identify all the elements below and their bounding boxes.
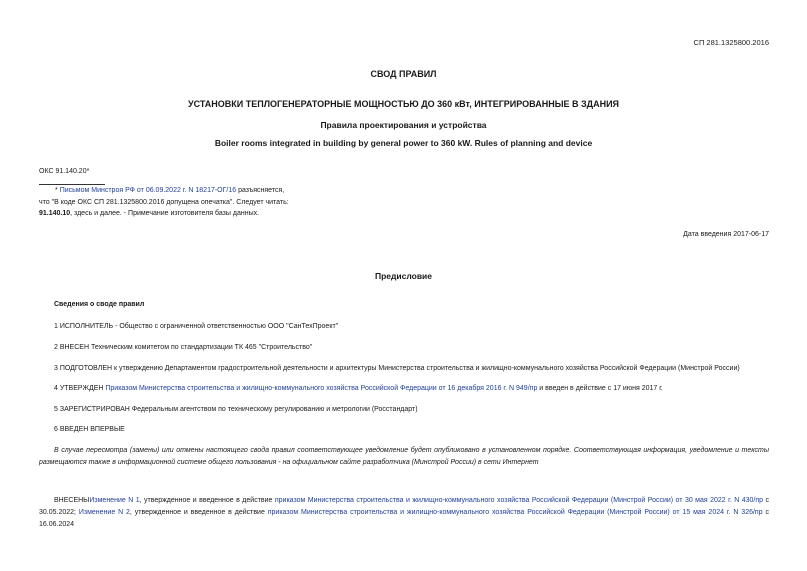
change-1-mid: , утвержденное и введенное в действие: [139, 497, 275, 504]
info-item-2: 2 ВНЕСЕН Техническим комитетом по стандартизации ТК 465 "Строительство": [54, 344, 313, 351]
document-main-title: УСТАНОВКИ ТЕПЛОГЕНЕРАТОРНЫЕ МОЩНОСТЬЮ ДО 360 кВт, ИНТЕГРИРОВАННЫЕ В ЗДАНИЯ: [187, 99, 620, 109]
footnote-line-3-rest: , здесь и далее. - Примечание изготовителя базы данных.: [70, 210, 260, 217]
revision-notice: В случае пересмотра (замены) или отмены настоящего свода правил соответствующее уведомление будет опубликовано в установленном порядке. Соответствующая информация, уведомление и тексты размещаются также в информационной системе общего пользования - на официальном сайте разработчика (Минстрой России) в сети Интернет: [39, 447, 769, 466]
footnote-line-1-rest: разъясняется,: [236, 187, 285, 194]
footnote-line-3: [39, 210, 259, 217]
footnote-correct-code: 91.140.10: [39, 210, 71, 217]
footnote-line-1: [39, 187, 284, 194]
change-1-link[interactable]: Изменение N 1: [89, 497, 140, 504]
info-item-4-suffix: и введен в действие с 17 июня 2017 г.: [537, 385, 663, 392]
document-kind-title: СВОД ПРАВИЛ: [370, 69, 437, 79]
info-item-4-prefix: 4 УТВЕРЖДЕН: [54, 385, 106, 392]
change-2-link[interactable]: Изменение N 2: [78, 509, 130, 516]
info-item-4: [54, 385, 663, 392]
document-english-title: Boiler rooms integrated in building by general power to 360 kW. Rules of planning and device: [214, 138, 593, 148]
change-2-mid: , утвержденное и введенное в действие: [129, 509, 268, 516]
preface-heading: Предисловие: [374, 271, 433, 281]
footnote-star: *: [55, 187, 58, 194]
order-2-link[interactable]: приказом Министерства строительства и жилищно-коммунального хозяйства Российской Федерации (Минстрой России) от 15 мая 2024 г. N 326/пр: [267, 509, 763, 516]
footnote-letter-link[interactable]: Письмом Минстроя РФ от 06.09.2022 г. N 18217-ОГ/16: [59, 187, 237, 194]
info-heading: Сведения о своде правил: [54, 301, 145, 308]
footnote-divider: [39, 184, 105, 185]
document-code: СП 281.1325800.2016: [693, 38, 769, 47]
approval-order-link[interactable]: Приказом Министерства строительства и жилищно-коммунального хозяйства Российской Федерации от 16 декабря 2016 г. N 949/пр: [105, 385, 538, 392]
order-1-tail: с 30.05.2022;: [39, 497, 769, 516]
changes-lead: ВНЕСЕНЫ: [54, 497, 90, 504]
info-item-3: 3 ПОДГОТОВЛЕН к утверждению Департаментом градостроительной деятельности и архитектуры Министерства строительства и жилищно-коммунального хозяйства Российской Федерации (Минстрой России): [54, 365, 740, 372]
order-1-link[interactable]: приказом Министерства строительства и жилищно-коммунального хозяйства Российской Федерации (Минстрой России) от 30 мая 2022 г. N 430/пр: [274, 497, 764, 504]
info-item-6: 6 ВВЕДЕН ВПЕРВЫЕ: [54, 426, 125, 433]
effective-date: Дата введения 2017-06-17: [683, 231, 769, 238]
oks-code: ОКС 91.140.20*: [39, 168, 90, 175]
document-subtitle: Правила проектирования и устройства: [320, 120, 487, 130]
footnote-line-2: что "В коде ОКС СП 281.1325800.2016 допущена опечатка". Следует читать:: [39, 199, 289, 206]
info-item-1: 1 ИСПОЛНИТЕЛЬ - Общество с ограниченной ответственностью ООО "СанТехПроект": [54, 323, 339, 330]
info-item-5: 5 ЗАРЕГИСТРИРОВАН Федеральным агентством по техническому регулированию и метрологии (Росстандарт): [54, 406, 418, 413]
changes-paragraph: [39, 495, 769, 531]
order-2-tail: с 16.06.2024: [39, 509, 769, 528]
